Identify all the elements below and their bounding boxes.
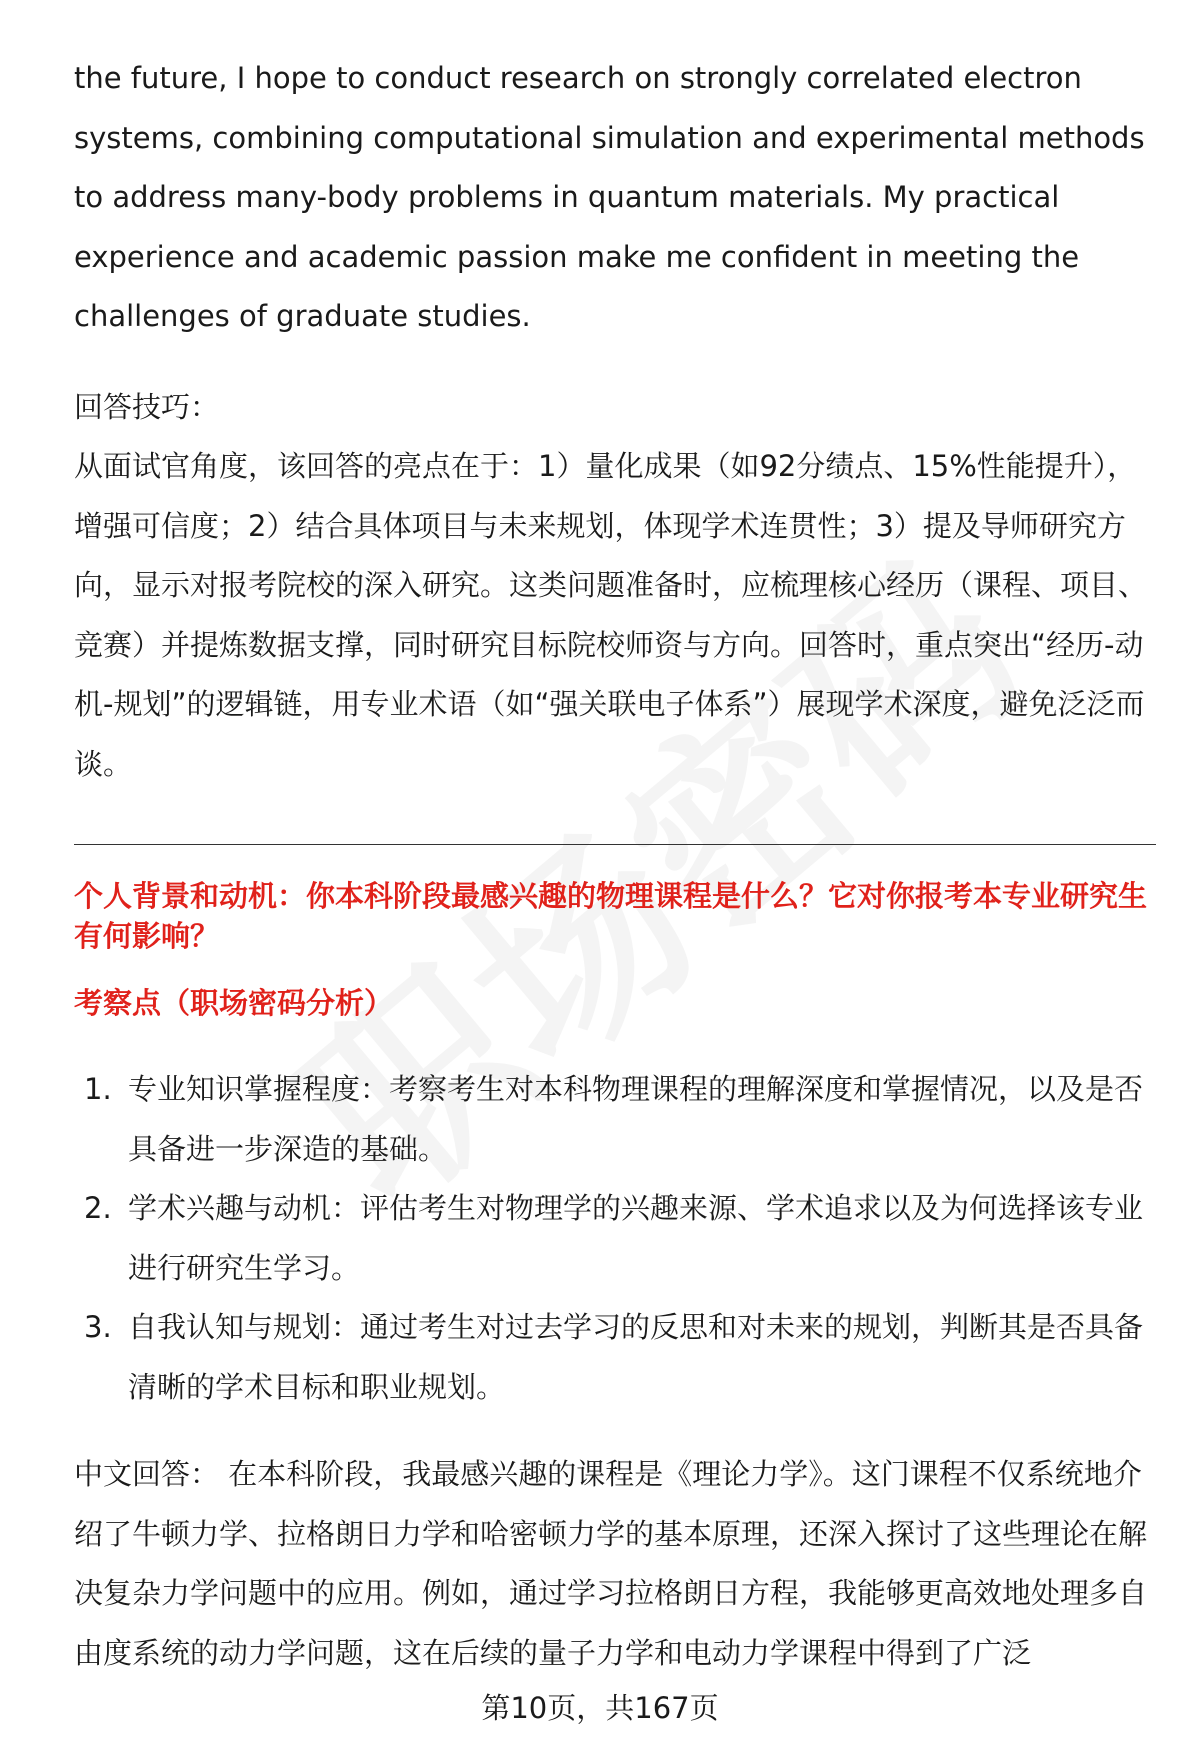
chinese-answer xyxy=(74,1445,1156,1683)
list-item-number: 1. xyxy=(84,1072,112,1106)
list-item xyxy=(74,1179,1156,1298)
tips-label: 回答技巧： xyxy=(74,390,220,424)
focus-heading: 考察点（职场密码分析） xyxy=(74,986,394,1020)
list-item-number: 3. xyxy=(84,1310,112,1344)
list-item-text: 学术兴趣与动机：评估考生对物理学的兴趣来源、学术追求以及为何选择该专业进行研究生学习。 xyxy=(128,1191,1144,1285)
list-item-text: 专业知识掌握程度：考察考生对本科物理课程的理解深度和掌握情况，以及是否具备进一步深造的基础。 xyxy=(128,1072,1144,1166)
list-item-text: 自我认知与规划：通过考生对过去学习的反思和对未来的规划，判断其是否具备清晰的学术目标和职业规划。 xyxy=(128,1310,1144,1404)
answer-body: 在本科阶段，我最感兴趣的课程是《理论力学》。这门课程不仅系统地介绍了牛顿力学、拉格朗日力学和哈密顿力学的基本原理，还深入探讨了这些理论在解决复杂力学问题中的应用。例如，通过学习拉格朗日方程，我能够更高效地处理多自由度系统的动力学问题，这在后续的量子力学和电动力学课程中得到了广泛 xyxy=(74,1457,1148,1670)
question-heading: 个人背景和动机：你本科阶段最感兴趣的物理课程是什么？它对你报考本专业研究生有何影响？ xyxy=(74,879,1148,953)
focus-points-list xyxy=(74,1060,1156,1417)
page-number: 第10页，共167页 xyxy=(481,1691,719,1725)
list-item xyxy=(74,1060,1156,1179)
section-divider xyxy=(74,844,1156,845)
tips-body: 从面试官角度，该回答的亮点在于：1）量化成果（如92分绩点、15%性能提升），增强可信度；2）结合具体项目与未来规划，体现学术连贯性；3）提及导师研究方向，显示对报考院校的深入研究。这类问题准备时，应梳理核心经历（课程、项目、竞赛）并提炼数据支撑，同时研究目标院校师资与方向。回答时，重点突出“经历-动机-规划”的逻辑链，用专业术语（如“强关联电子体系”）展现学术深度，避免泛泛而谈。 xyxy=(74,449,1148,781)
answer-label: 中文回答： xyxy=(74,1457,220,1491)
list-item xyxy=(74,1298,1156,1417)
list-item-number: 2. xyxy=(84,1191,112,1225)
english-answer-paragraph: the future, I hope to conduct research on strongly correlated electron systems, combining computational simulation and experimental methods to address many-body problems in quantum materials. My practical experience and academic passion make me confident in meeting the challenges of graduate studies. xyxy=(74,61,1145,333)
